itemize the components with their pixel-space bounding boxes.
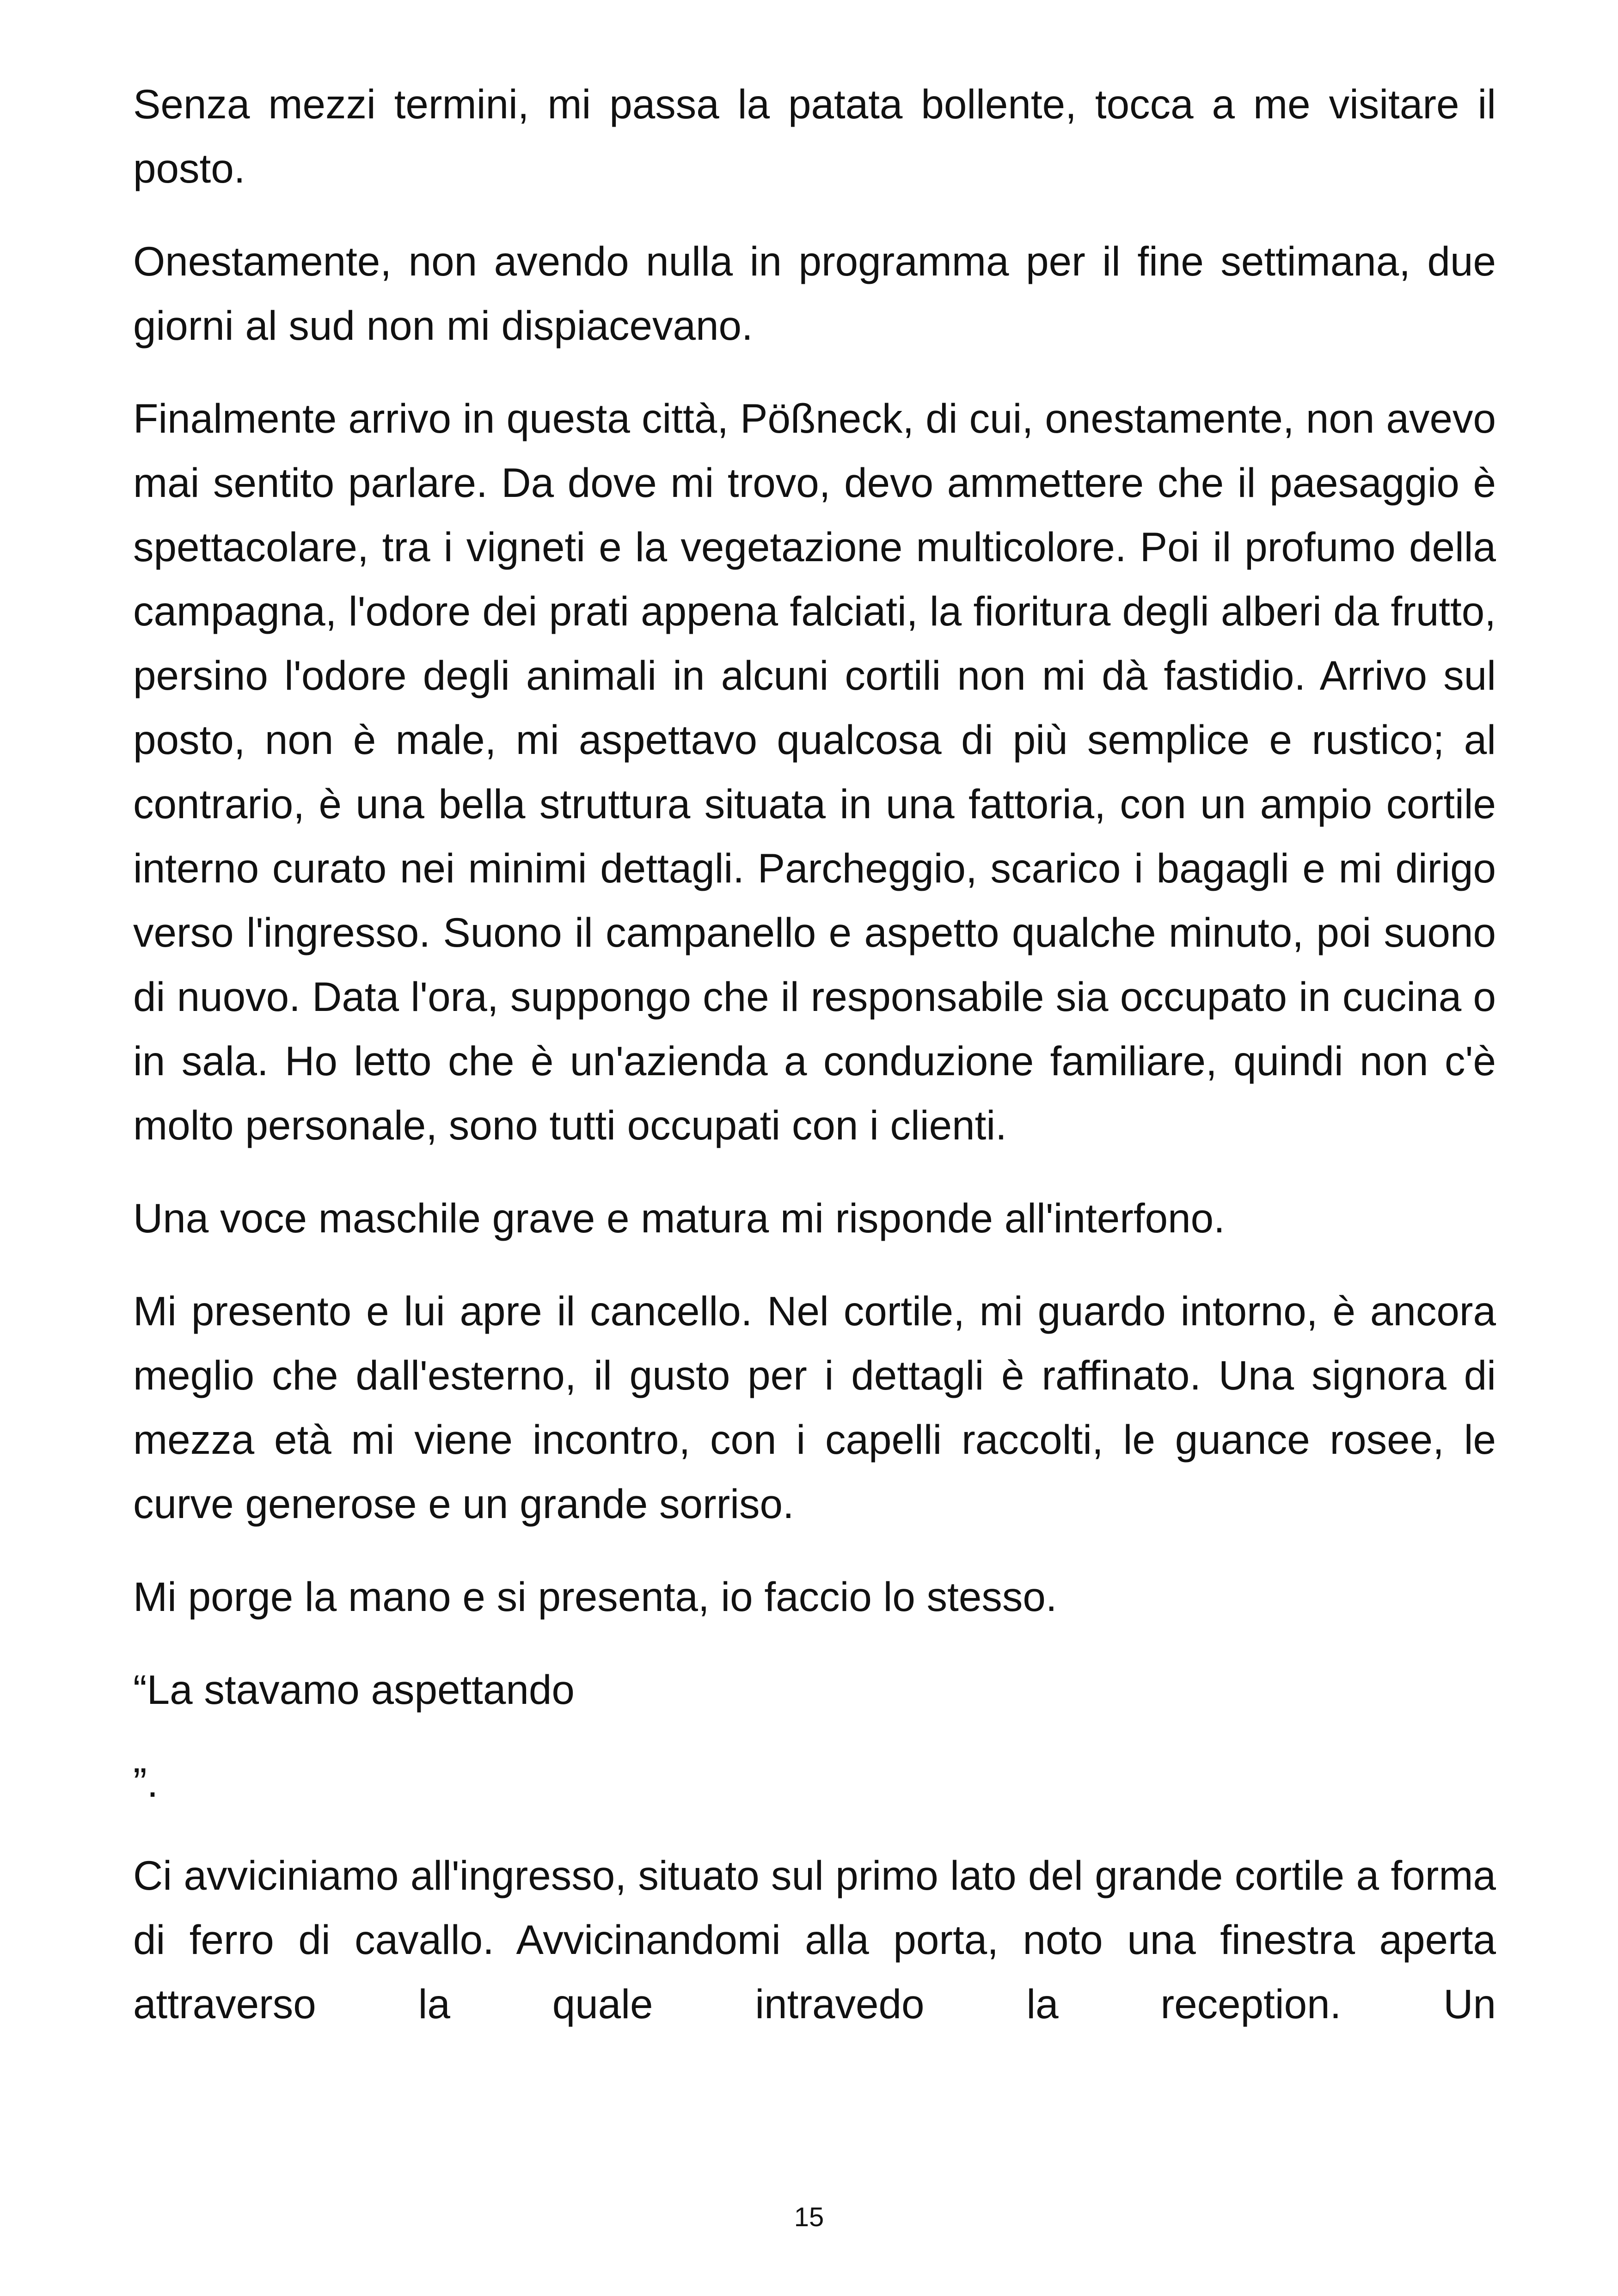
final-paragraph: Ci avviciniamo all'ingresso, situato sul primo lato del grande cortile a forma di ferro di cavallo. Avvicinandomi alla porta, noto una finestra aperta attraverso la quale intravedo la reception. Un (133, 1852, 1496, 2027)
paragraph-6: Mi porge la mano e si presenta, io faccio lo stesso. (133, 1574, 1057, 1620)
paragraph-2: Onestamente, non avendo nulla in programma per il fine settimana, due giorni al sud non mi dispiacevano. (133, 238, 1496, 349)
dialogue-line: “La stavamo aspettando (133, 1666, 575, 1713)
page-number: 15 (794, 2202, 824, 2232)
paragraph-4: Una voce maschile grave e matura mi risponde all'interfono. (133, 1195, 1225, 1241)
paragraph-5: Mi presento e lui apre il cancello. Nel cortile, mi guardo intorno, è ancora meglio che dall'esterno, il gusto per i dettagli è raffinato. Una signora di mezza età mi viene incontro, con i capelli raccolti, le guance rosee, le curve generose e un grande sorriso. (133, 1288, 1496, 1527)
paragraph-3: Finalmente arrivo in questa città, Pößneck, di cui, onestamente, non avevo mai sentito parlare. Da dove mi trovo, devo ammettere che il paesaggio è spettacolare, tra i vigneti e la vegetazione multicolore. Poi il profumo della campagna, l'odore dei prati appena falciati, la fioritura degli alberi da frutto, persino l'odore degli animali in alcuni cortili non mi dà fastidio. Arrivo sul posto, non è male, mi aspettavo qualcosa di più semplice e rustico; al contrario, è una bella struttura situata in una fattoria, con un ampio cortile interno curato nei minimi dettagli. Parcheggio, scarico i bagagli e mi dirigo verso l'ingresso. Suono il campanello e aspetto qualche minuto, poi suono di nuovo. Data l'ora, suppongo che il responsabile sia occupato in cucina o in sala. Ho letto che è un'azienda a conduzione familiare, quindi non c'è molto personale, sono tutti occupati con i clienti. (133, 395, 1496, 1148)
body-text (133, 72, 1496, 2065)
dialogue-close: ”. (133, 1759, 159, 1806)
paragraph-1: Senza mezzi termini, mi passa la patata bollente, tocca a me visitare il posto. (133, 81, 1496, 191)
